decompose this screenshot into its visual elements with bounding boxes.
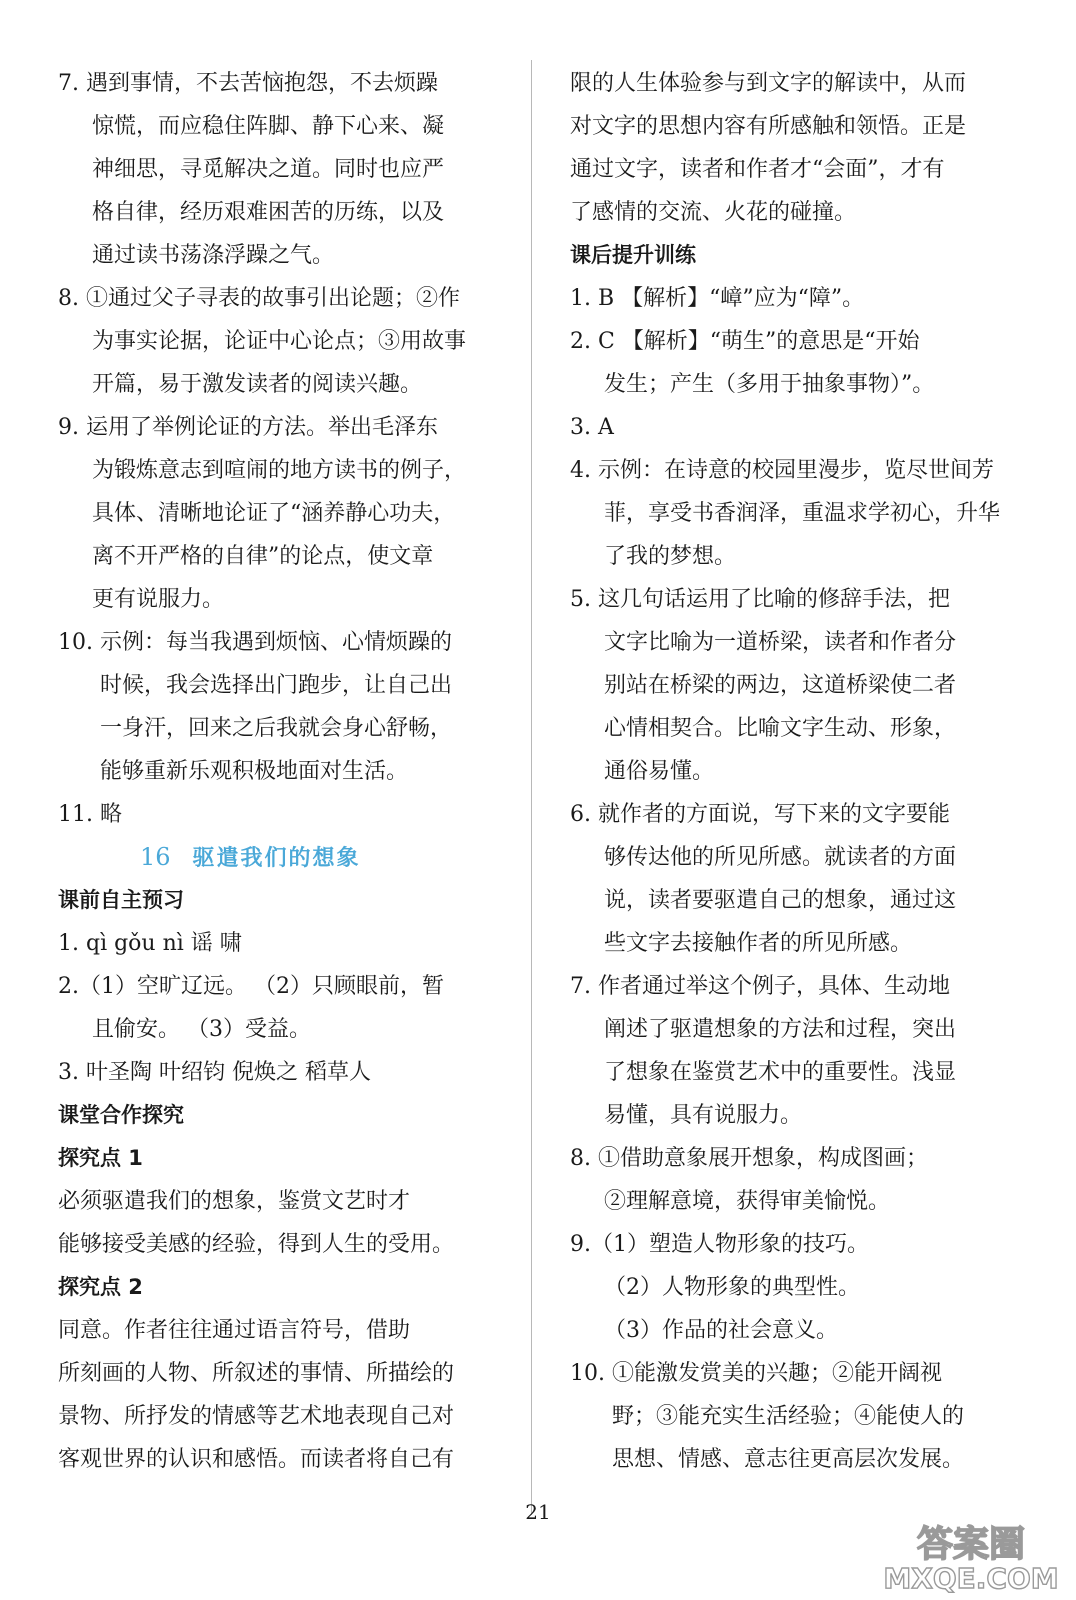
- text-line: 且偷安。 （3）受益。: [92, 1017, 311, 1042]
- text-line: 景物、所抒发的情感等艺术地表现自己对: [58, 1404, 455, 1429]
- text-line: 神细思，寻觅解决之道。同时也应严: [92, 157, 445, 182]
- text-line: 1. B 【解析】“嶂”应为“障”。: [570, 286, 865, 311]
- text-line: 了想象在鉴赏艺术中的重要性。浅显: [604, 1060, 957, 1085]
- text-line: 开篇，易于激发读者的阅读兴趣。: [92, 372, 423, 397]
- section-heading: 课前自主预习: [58, 888, 184, 912]
- section-heading: 课后提升训练: [570, 243, 696, 267]
- text-line: 客观世界的认识和感悟。而读者将自己有: [58, 1447, 455, 1472]
- text-line: 离不开严格的自律”的论点，使文章: [92, 544, 434, 569]
- text-line: 7. 遇到事情，不去苦恼抱怨，不去烦躁: [58, 71, 438, 96]
- text-line: 8. ①借助意象展开想象，构成图画；: [570, 1146, 928, 1171]
- text-line: 些文字去接触作者的所见所感。: [604, 931, 913, 956]
- watermark-logo: [876, 1518, 1066, 1593]
- text-line: 限的人生体验参与到文字的解读中，从而: [570, 71, 967, 96]
- text-line: 10. ①能激发赏美的兴趣；②能开阔视: [570, 1361, 942, 1386]
- text-line: 发生；产生（多用于抽象事物）”。: [604, 372, 935, 397]
- text-line: 必须驱遣我们的想象，鉴赏文艺时才: [58, 1189, 411, 1214]
- text-line: 同意。作者往往通过语言符号，借助: [58, 1318, 411, 1343]
- watermark-text-cn: 答案圈: [916, 1524, 1026, 1565]
- text-line: 对文字的思想内容有所感触和领悟。正是: [570, 114, 967, 139]
- left-column: [58, 62, 498, 1481]
- text-line: 9. 运用了举例论证的方法。举出毛泽东: [58, 415, 438, 440]
- text-line: 3. 叶圣陶 叶绍钧 倪焕之 稻草人: [58, 1060, 371, 1085]
- text-line: 4. 示例：在诗意的校园里漫步，览尽世间芳: [570, 458, 994, 483]
- chapter-title: 驱遣我们的想象: [192, 846, 361, 871]
- text-line: ②理解意境，获得审美愉悦。: [604, 1189, 891, 1214]
- text-line: 1. qì gǒu nì 谣 啸: [58, 931, 242, 956]
- text-line: 2. C 【解析】“萌生”的意思是“开始: [570, 329, 920, 354]
- text-line: 能够接受美感的经验，得到人生的受用。: [58, 1232, 455, 1257]
- text-line: 阐述了驱遣想象的方法和过程，突出: [604, 1017, 957, 1042]
- text-line: 3. A: [570, 415, 614, 440]
- text-line: 通过文字，读者和作者才“会面”，才有: [570, 157, 945, 182]
- section-heading: 探究点 1: [58, 1146, 143, 1170]
- text-line: 8. ①通过父子寻表的故事引出论题；②作: [58, 286, 460, 311]
- text-line: 所刻画的人物、所叙述的事情、所描绘的: [58, 1361, 455, 1386]
- right-column: [570, 62, 1010, 1481]
- chapter-number: 16: [140, 843, 171, 871]
- section-heading: 课堂合作探究: [58, 1103, 184, 1127]
- page-number: 21: [525, 1500, 551, 1524]
- text-line: 格自律，经历艰难困苦的历练，以及: [92, 200, 445, 225]
- text-line: 7. 作者通过举这个例子，具体、生动地: [570, 974, 950, 999]
- text-line: 2.（1）空旷辽远。 （2）只顾眼前，暂: [58, 974, 444, 999]
- text-line: （2）人物形象的典型性。: [604, 1275, 860, 1300]
- text-line: 通俗易懂。: [604, 759, 715, 784]
- text-line: 文字比喻为一道桥梁，读者和作者分: [604, 630, 957, 655]
- text-line: 野；③能充实生活经验；④能使人的: [612, 1404, 965, 1429]
- text-line: 够传达他的所见所感。就读者的方面: [604, 845, 957, 870]
- chapter-heading: [58, 836, 498, 879]
- text-line: 10. 示例：每当我遇到烦恼、心情烦躁的: [58, 630, 452, 655]
- text-line: 更有说服力。: [92, 587, 225, 612]
- text-line: 一身汗，回来之后我就会身心舒畅，: [100, 716, 453, 741]
- text-line: （3）作品的社会意义。: [604, 1318, 838, 1343]
- text-line: 具体、清晰地论证了“涵养静心功夫，: [92, 501, 456, 526]
- text-line: 别站在桥梁的两边，这道桥梁使二者: [604, 673, 957, 698]
- text-line: 思想、情感、意志往更高层次发展。: [612, 1447, 965, 1472]
- watermark-text-en: MXQE.COM: [883, 1562, 1059, 1593]
- text-line: 为锻炼意志到喧闹的地方读书的例子，: [92, 458, 467, 483]
- text-line: 时候，我会选择出门跑步，让自己出: [100, 673, 453, 698]
- section-heading: 探究点 2: [58, 1275, 143, 1299]
- text-line: 5. 这几句话运用了比喻的修辞手法，把: [570, 587, 950, 612]
- text-line: 6. 就作者的方面说，写下来的文字要能: [570, 802, 950, 827]
- text-line: 易懂，具有说服力。: [604, 1103, 803, 1128]
- text-line: 菲，享受书香润泽，重温求学初心，升华: [604, 501, 1001, 526]
- text-line: 了我的梦想。: [604, 544, 737, 569]
- text-line: 为事实论据，论证中心论点；③用故事: [92, 329, 467, 354]
- text-line: 通过读书荡涤浮躁之气。: [92, 243, 335, 268]
- text-line: 11. 略: [58, 802, 122, 827]
- text-line: 心情相契合。比喻文字生动、形象，: [604, 716, 957, 741]
- text-line: 惊慌，而应稳住阵脚、静下心来、凝: [92, 114, 445, 139]
- column-divider: [531, 60, 532, 1515]
- text-line: 说，读者要驱遣自己的想象，通过这: [604, 888, 957, 913]
- text-line: 能够重新乐观积极地面对生活。: [100, 759, 409, 784]
- text-line: 9.（1）塑造人物形象的技巧。: [570, 1232, 869, 1257]
- text-line: 了感情的交流、火花的碰撞。: [570, 200, 857, 225]
